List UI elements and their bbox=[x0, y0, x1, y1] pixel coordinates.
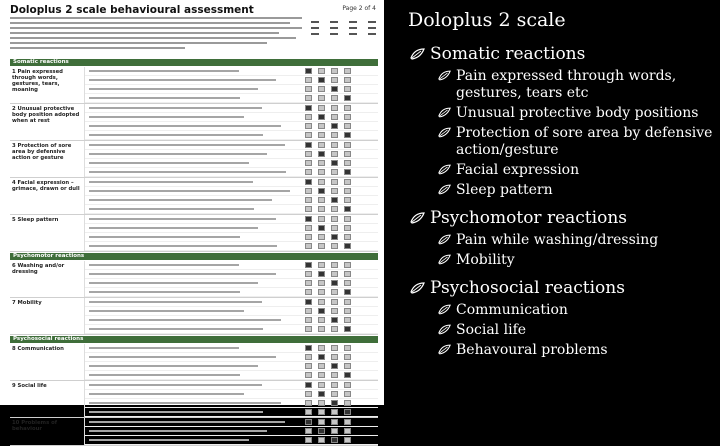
form-item-label: 2 Unusual protective body position adopted when at rest bbox=[12, 106, 80, 124]
score-checkbox bbox=[344, 391, 351, 397]
score-checkbox bbox=[305, 345, 312, 351]
score-checkbox bbox=[331, 280, 338, 286]
score-checkbox bbox=[305, 169, 312, 175]
score-checkbox bbox=[318, 382, 325, 388]
form-item-label: 3 Protection of sore area by defensive action or gesture bbox=[12, 143, 72, 161]
score-checkbox bbox=[305, 400, 312, 406]
form-option-row bbox=[85, 353, 378, 362]
score-checkbox bbox=[305, 114, 312, 120]
form-item bbox=[10, 261, 378, 298]
score-checkbox bbox=[318, 308, 325, 314]
form-item-label: 4 Facial expression – grimace, drawn or dull bbox=[12, 180, 80, 192]
score-checkbox bbox=[305, 409, 312, 415]
form-item-options bbox=[85, 215, 378, 251]
bullet-item-label: Behavoural problems bbox=[456, 342, 608, 358]
score-checkbox bbox=[344, 234, 351, 240]
score-checkbox bbox=[318, 188, 325, 194]
form-item-label-cell bbox=[10, 344, 85, 380]
score-checkbox bbox=[305, 428, 312, 434]
score-checkbox bbox=[305, 132, 312, 138]
score-checkbox bbox=[331, 354, 338, 360]
score-checkbox bbox=[318, 299, 325, 305]
score-checkbox bbox=[331, 206, 338, 212]
form-option-row bbox=[85, 104, 378, 113]
bullet-item bbox=[408, 302, 714, 319]
score-checkbox bbox=[318, 160, 325, 166]
score-checkbox bbox=[344, 179, 351, 185]
form-option-row bbox=[85, 381, 378, 390]
leaf-bullet-icon bbox=[438, 234, 451, 245]
form-item-label: 10 Problems of behaviour bbox=[12, 420, 58, 432]
bullet-item bbox=[408, 322, 714, 339]
bullet-section-label: Somatic reactions bbox=[430, 44, 586, 64]
form-item bbox=[10, 381, 378, 418]
bullet-item-label: Pain while washing/dressing bbox=[456, 232, 659, 248]
bullet-item bbox=[408, 125, 714, 159]
score-checkbox bbox=[305, 382, 312, 388]
leaf-bullet-icon bbox=[438, 127, 451, 138]
bullet-list bbox=[408, 44, 714, 362]
form-item-label-cell bbox=[10, 261, 85, 297]
score-checkbox bbox=[331, 382, 338, 388]
leaf-bullet-icon bbox=[410, 212, 425, 224]
form-section-label: Psychomotor reactions bbox=[13, 253, 85, 259]
form-option-row bbox=[85, 270, 378, 279]
score-checkbox bbox=[331, 243, 338, 249]
score-checkbox bbox=[318, 262, 325, 268]
form-option-row bbox=[85, 362, 378, 371]
score-checkbox bbox=[318, 391, 325, 397]
form-item-options bbox=[85, 141, 378, 177]
leaf-bullet-icon bbox=[438, 344, 451, 355]
score-checkbox bbox=[305, 105, 312, 111]
score-checkbox bbox=[318, 197, 325, 203]
form-option-row bbox=[85, 131, 378, 140]
score-checkbox bbox=[344, 308, 351, 314]
form-item-label-cell bbox=[10, 298, 85, 334]
score-checkbox bbox=[305, 77, 312, 83]
slide-title: Doloplus 2 scale bbox=[408, 9, 566, 31]
score-checkbox bbox=[344, 95, 351, 101]
form-option-row bbox=[85, 408, 378, 417]
bullet-item-label: Sleep pattern bbox=[456, 182, 553, 198]
bullet-section-label: Psychosocial reactions bbox=[430, 278, 625, 298]
form-item bbox=[10, 178, 378, 215]
score-checkbox bbox=[331, 400, 338, 406]
score-checkbox bbox=[344, 188, 351, 194]
score-checkbox bbox=[305, 216, 312, 222]
score-checkbox bbox=[331, 188, 338, 194]
form-item-options bbox=[85, 104, 378, 140]
score-checkbox bbox=[318, 271, 325, 277]
bullet-item-label: Pain expressed through words, gestures, tears etc bbox=[456, 68, 677, 101]
bullet-item bbox=[408, 232, 714, 249]
form-option-row bbox=[85, 141, 378, 150]
bullet-item bbox=[408, 105, 714, 122]
score-checkbox bbox=[344, 86, 351, 92]
bullet-item bbox=[408, 252, 714, 269]
score-checkbox bbox=[331, 132, 338, 138]
form-option-row bbox=[85, 418, 378, 427]
form-item bbox=[10, 141, 378, 178]
score-checkbox bbox=[305, 299, 312, 305]
score-checkbox bbox=[331, 409, 338, 415]
score-checkbox bbox=[344, 225, 351, 231]
score-checkbox bbox=[344, 243, 351, 249]
form-option-row bbox=[85, 224, 378, 233]
score-checkbox bbox=[305, 225, 312, 231]
score-checkbox bbox=[344, 382, 351, 388]
score-checkbox bbox=[331, 114, 338, 120]
score-checkbox bbox=[331, 142, 338, 148]
bullet-item bbox=[408, 182, 714, 199]
form-item-label-cell bbox=[10, 381, 85, 417]
form-page-number: Page 2 of 4 bbox=[342, 5, 376, 12]
form-section-label: Psychosocial reactions bbox=[13, 336, 84, 342]
form-option-row bbox=[85, 298, 378, 307]
score-checkbox bbox=[331, 86, 338, 92]
form-section-label: Somatic reactions bbox=[13, 59, 69, 65]
leaf-bullet-icon bbox=[438, 107, 451, 118]
form-item-label: 8 Communication bbox=[12, 346, 64, 352]
score-checkbox bbox=[344, 123, 351, 129]
score-checkbox bbox=[344, 280, 351, 286]
form-option-row bbox=[85, 279, 378, 288]
form-option-row bbox=[85, 187, 378, 196]
score-checkbox bbox=[344, 289, 351, 295]
score-checkbox bbox=[305, 326, 312, 332]
score-checkbox bbox=[331, 169, 338, 175]
form-option-row bbox=[85, 288, 378, 297]
score-checkbox bbox=[344, 197, 351, 203]
score-checkbox bbox=[331, 326, 338, 332]
score-checkbox bbox=[331, 262, 338, 268]
form-instructions bbox=[10, 17, 302, 55]
score-checkbox bbox=[318, 68, 325, 74]
form-item-label-cell bbox=[10, 104, 85, 140]
form-option-row bbox=[85, 159, 378, 168]
score-checkbox bbox=[318, 243, 325, 249]
score-checkbox bbox=[318, 95, 325, 101]
score-checkbox bbox=[344, 409, 351, 415]
score-checkbox bbox=[331, 437, 338, 443]
form-option-row bbox=[85, 122, 378, 131]
score-checkbox bbox=[305, 123, 312, 129]
score-checkbox bbox=[305, 142, 312, 148]
score-checkbox bbox=[344, 114, 351, 120]
score-checkbox bbox=[331, 179, 338, 185]
score-checkbox bbox=[331, 299, 338, 305]
score-checkbox bbox=[318, 105, 325, 111]
score-checkbox bbox=[305, 262, 312, 268]
bullet-item-label: Communication bbox=[456, 302, 568, 318]
score-checkbox bbox=[331, 105, 338, 111]
bullet-item-label: Unusual protective body positions bbox=[456, 105, 699, 121]
score-checkbox bbox=[318, 363, 325, 369]
score-checkbox bbox=[318, 419, 325, 425]
score-checkbox bbox=[318, 114, 325, 120]
score-checkbox bbox=[331, 197, 338, 203]
score-checkbox bbox=[331, 151, 338, 157]
score-checkbox bbox=[305, 179, 312, 185]
score-checkbox bbox=[318, 179, 325, 185]
bullet-item bbox=[408, 342, 714, 359]
score-checkbox bbox=[305, 243, 312, 249]
score-checkbox bbox=[318, 428, 325, 434]
bullet-item bbox=[408, 162, 714, 179]
score-checkbox bbox=[344, 372, 351, 378]
score-checkbox bbox=[331, 345, 338, 351]
score-checkbox bbox=[305, 188, 312, 194]
score-checkbox bbox=[318, 280, 325, 286]
form-option-row bbox=[85, 113, 378, 122]
score-checkbox bbox=[344, 299, 351, 305]
score-checkbox bbox=[318, 151, 325, 157]
score-checkbox bbox=[305, 86, 312, 92]
form-option-row bbox=[85, 205, 378, 214]
score-checkbox bbox=[331, 123, 338, 129]
score-checkbox bbox=[331, 77, 338, 83]
leaf-bullet-icon bbox=[438, 184, 451, 195]
score-checkbox bbox=[331, 216, 338, 222]
form-item bbox=[10, 215, 378, 252]
score-checkbox bbox=[331, 391, 338, 397]
leaf-bullet-icon bbox=[438, 70, 451, 81]
score-checkbox bbox=[318, 400, 325, 406]
form-item bbox=[10, 344, 378, 381]
score-checkbox bbox=[318, 354, 325, 360]
form-option-row bbox=[85, 307, 378, 316]
score-checkbox bbox=[344, 169, 351, 175]
score-checkbox bbox=[305, 271, 312, 277]
score-checkbox bbox=[305, 289, 312, 295]
score-checkbox bbox=[344, 400, 351, 406]
score-checkbox bbox=[331, 428, 338, 434]
score-checkbox bbox=[305, 160, 312, 166]
date-columns bbox=[308, 17, 378, 55]
score-checkbox bbox=[318, 372, 325, 378]
bullet-section-label: Psychomotor reactions bbox=[430, 208, 627, 228]
score-checkbox bbox=[318, 123, 325, 129]
score-checkbox bbox=[305, 437, 312, 443]
form-item-label: 1 Pain expressed through words, gestures, tears, moaning bbox=[12, 69, 63, 93]
score-checkbox bbox=[344, 142, 351, 148]
score-checkbox bbox=[344, 271, 351, 277]
score-checkbox bbox=[305, 234, 312, 240]
form-item-options bbox=[85, 298, 378, 334]
score-checkbox bbox=[318, 345, 325, 351]
form-item-options bbox=[85, 178, 378, 214]
score-checkbox bbox=[318, 216, 325, 222]
score-checkbox bbox=[331, 363, 338, 369]
leaf-bullet-icon bbox=[438, 254, 451, 265]
leaf-bullet-icon bbox=[410, 48, 425, 60]
form-option-row bbox=[85, 196, 378, 205]
score-checkbox bbox=[344, 419, 351, 425]
form-option-row bbox=[85, 168, 378, 177]
score-checkbox bbox=[305, 363, 312, 369]
form-header bbox=[10, 4, 376, 16]
score-checkbox bbox=[305, 95, 312, 101]
form-option-row bbox=[85, 344, 378, 353]
score-checkbox bbox=[331, 372, 338, 378]
score-checkbox bbox=[318, 86, 325, 92]
leaf-bullet-icon bbox=[438, 304, 451, 315]
form-item-options bbox=[85, 418, 378, 445]
leaf-bullet-icon bbox=[438, 324, 451, 335]
score-checkbox bbox=[344, 68, 351, 74]
score-checkbox bbox=[318, 225, 325, 231]
form-item-label-cell bbox=[10, 215, 85, 251]
score-checkbox bbox=[331, 308, 338, 314]
score-checkbox bbox=[318, 409, 325, 415]
form-section-header bbox=[10, 336, 378, 343]
score-checkbox bbox=[344, 345, 351, 351]
score-checkbox bbox=[331, 160, 338, 166]
score-checkbox bbox=[318, 317, 325, 323]
form-option-row bbox=[85, 215, 378, 224]
score-checkbox bbox=[331, 234, 338, 240]
form-option-row bbox=[85, 427, 378, 436]
score-checkbox bbox=[305, 419, 312, 425]
score-checkbox bbox=[344, 326, 351, 332]
score-checkbox bbox=[331, 317, 338, 323]
score-checkbox bbox=[344, 216, 351, 222]
score-checkbox bbox=[305, 391, 312, 397]
score-checkbox bbox=[331, 225, 338, 231]
form-item bbox=[10, 298, 378, 335]
form-item bbox=[10, 67, 378, 104]
score-checkbox bbox=[318, 289, 325, 295]
score-checkbox bbox=[331, 68, 338, 74]
score-checkbox bbox=[344, 363, 351, 369]
score-checkbox bbox=[305, 317, 312, 323]
form-option-row bbox=[85, 325, 378, 334]
score-checkbox bbox=[318, 142, 325, 148]
score-checkbox bbox=[344, 151, 351, 157]
score-checkbox bbox=[331, 289, 338, 295]
bullet-item-label: Protection of sore area by defensive action/gesture bbox=[456, 125, 713, 158]
bullet-item-label: Social life bbox=[456, 322, 527, 338]
leaf-bullet-icon bbox=[410, 282, 425, 294]
form-option-row bbox=[85, 178, 378, 187]
score-checkbox bbox=[344, 105, 351, 111]
score-checkbox bbox=[318, 234, 325, 240]
score-checkbox bbox=[344, 206, 351, 212]
form-item-options bbox=[85, 261, 378, 297]
form-item-options bbox=[85, 381, 378, 417]
bullet-section bbox=[408, 208, 714, 228]
score-checkbox bbox=[305, 354, 312, 360]
score-checkbox bbox=[305, 206, 312, 212]
score-checkbox bbox=[344, 77, 351, 83]
form-item-label-cell bbox=[10, 67, 85, 103]
form-option-row bbox=[85, 233, 378, 242]
bullet-item bbox=[408, 68, 714, 102]
form-option-row bbox=[85, 371, 378, 380]
form-option-row bbox=[85, 67, 378, 76]
form-option-row bbox=[85, 390, 378, 399]
form-option-row bbox=[85, 242, 378, 251]
score-checkbox bbox=[318, 169, 325, 175]
form-option-row bbox=[85, 399, 378, 408]
form-option-row bbox=[85, 94, 378, 103]
score-checkbox bbox=[331, 95, 338, 101]
form-item bbox=[10, 418, 378, 446]
form-item-options bbox=[85, 344, 378, 380]
score-checkbox bbox=[318, 437, 325, 443]
score-checkbox bbox=[344, 317, 351, 323]
form-item-options bbox=[85, 67, 378, 103]
score-checkbox bbox=[331, 419, 338, 425]
form-item-label: 6 Washing and/or dressing bbox=[12, 263, 65, 275]
score-checkbox bbox=[318, 132, 325, 138]
score-checkbox bbox=[344, 160, 351, 166]
score-checkbox bbox=[331, 271, 338, 277]
form-option-row bbox=[85, 436, 378, 445]
bullet-item-label: Mobility bbox=[456, 252, 515, 268]
score-checkbox bbox=[344, 262, 351, 268]
score-checkbox bbox=[305, 280, 312, 286]
form-item-label-cell bbox=[10, 141, 85, 177]
form-option-row bbox=[85, 150, 378, 159]
form-item-label-cell bbox=[10, 418, 85, 445]
bullet-section bbox=[408, 44, 714, 64]
score-checkbox bbox=[344, 354, 351, 360]
score-checkbox bbox=[344, 428, 351, 434]
form-option-row bbox=[85, 261, 378, 270]
score-checkbox bbox=[305, 151, 312, 157]
score-checkbox bbox=[344, 437, 351, 443]
form-option-row bbox=[85, 76, 378, 85]
form-section-header bbox=[10, 59, 378, 66]
form-section-header bbox=[10, 253, 378, 260]
form-option-row bbox=[85, 85, 378, 94]
form-item-label-cell bbox=[10, 178, 85, 214]
score-checkbox bbox=[305, 308, 312, 314]
score-checkbox bbox=[318, 77, 325, 83]
score-checkbox bbox=[305, 372, 312, 378]
form-option-row bbox=[85, 316, 378, 325]
score-checkbox bbox=[305, 197, 312, 203]
form-item-label: 9 Social life bbox=[12, 383, 47, 389]
form-item-label: 5 Sleep pattern bbox=[12, 217, 59, 223]
score-checkbox bbox=[344, 132, 351, 138]
score-checkbox bbox=[305, 68, 312, 74]
bullet-item-label: Facial expression bbox=[456, 162, 580, 178]
form-item bbox=[10, 104, 378, 141]
leaf-bullet-icon bbox=[438, 164, 451, 175]
assessment-grid bbox=[10, 58, 378, 446]
score-checkbox bbox=[318, 206, 325, 212]
form-title: Doloplus 2 scale behavioural assessment bbox=[10, 4, 254, 16]
form-item-label: 7 Mobility bbox=[12, 300, 42, 306]
score-checkbox bbox=[318, 326, 325, 332]
bullet-section bbox=[408, 278, 714, 298]
